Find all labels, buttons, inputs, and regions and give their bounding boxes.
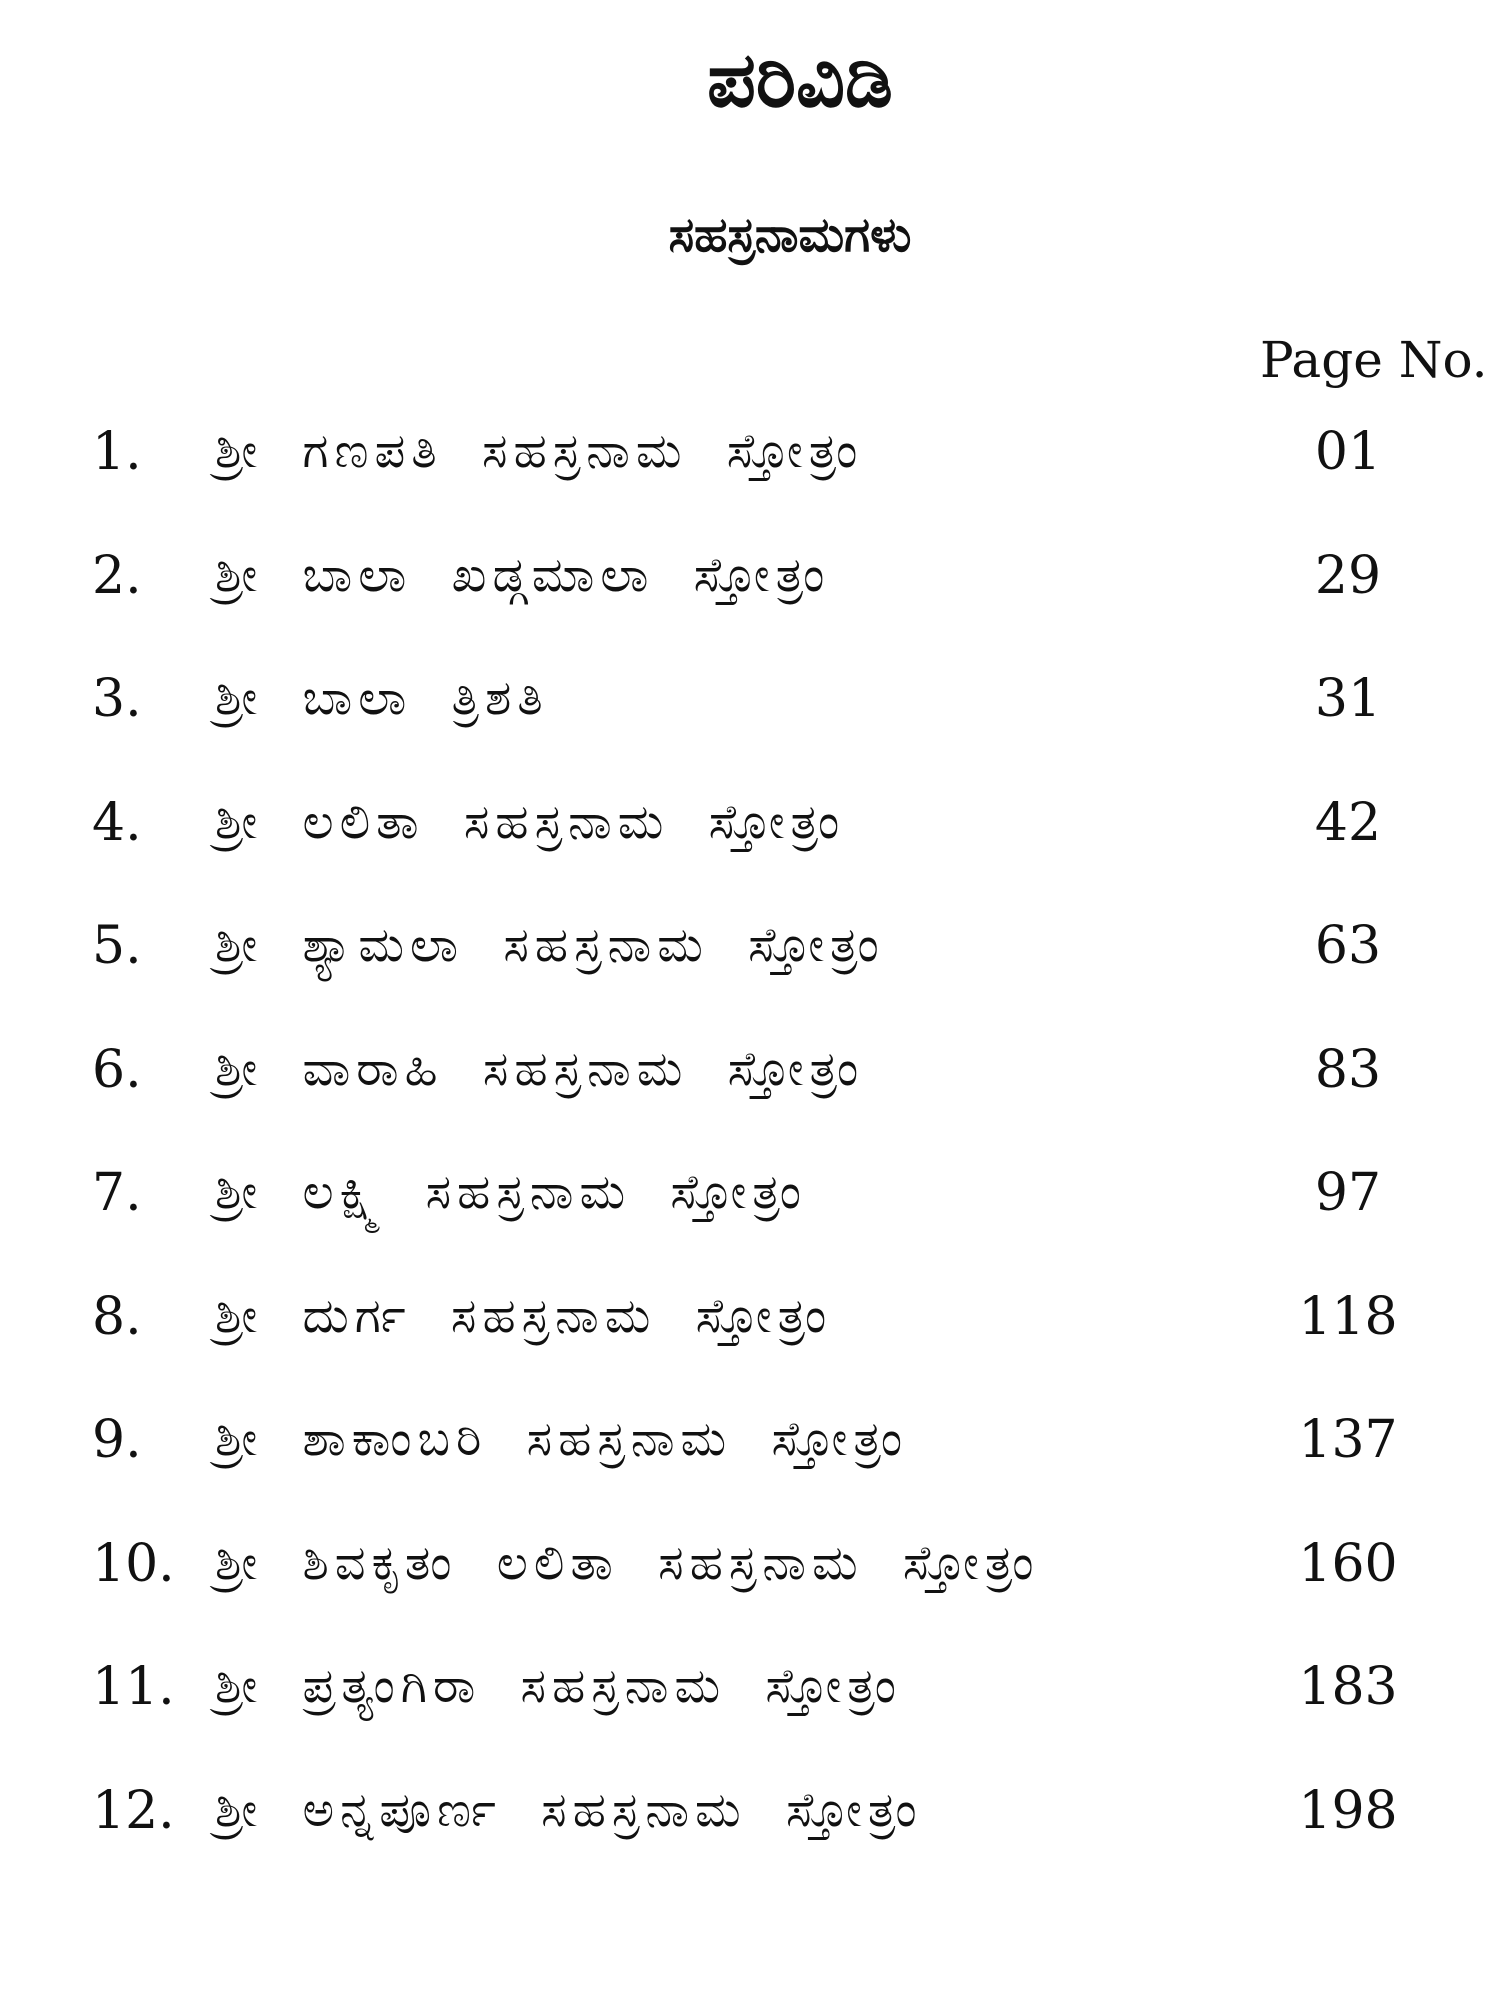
toc-row	[0, 405, 1500, 529]
toc-item-number: 11.	[92, 1657, 175, 1717]
toc-item-title: ಶ್ರೀ ಬಾಲಾ ತ್ರಿಶತಿ	[215, 670, 549, 726]
toc-item-title: ಶ್ರೀ ದುರ್ಗ ಸಹಸ್ರನಾಮ ಸ್ತೋತ್ರಂ	[215, 1287, 833, 1344]
toc-item-title: ಶ್ರೀ ಅನ್ನಪೂರ್ಣ ಸಹಸ್ರನಾಮ ಸ್ತೋತ್ರಂ	[215, 1781, 923, 1838]
toc-row	[0, 1023, 1500, 1147]
toc-row	[0, 529, 1500, 653]
toc-item-page: 31	[1314, 669, 1382, 729]
toc-item-page: 63	[1314, 916, 1382, 976]
toc-item-page: 198	[1298, 1780, 1398, 1841]
toc-item-number: 7.	[92, 1163, 142, 1223]
toc-row	[0, 1146, 1500, 1270]
toc-item-number: 5.	[92, 916, 142, 976]
toc-item-number: 4.	[92, 792, 142, 853]
toc-item-page: 160	[1298, 1533, 1398, 1594]
toc-item-title: ಶ್ರೀ ಲಕ್ಷ್ಮಿ ಸಹಸ್ರನಾಮ ಸ್ತೋತ್ರಂ	[215, 1164, 808, 1220]
toc-row	[0, 1640, 1500, 1764]
toc-item-title: ಶ್ರೀ ಪ್ರತ್ಯಂಗಿರಾ ಸಹಸ್ರನಾಮ ಸ್ತೋತ್ರಂ	[215, 1658, 903, 1714]
toc-item-page: 137	[1298, 1410, 1398, 1470]
toc-item-number: 1.	[92, 422, 142, 482]
table-of-contents	[0, 405, 1500, 1887]
toc-item-page: 118	[1298, 1286, 1398, 1347]
toc-item-number: 8.	[92, 1286, 142, 1347]
toc-row	[0, 776, 1500, 900]
toc-row	[0, 1517, 1500, 1641]
toc-item-number: 2.	[92, 545, 142, 606]
toc-item-page: 29	[1314, 545, 1382, 606]
page-title: ಪರಿವಿಡಿ	[707, 35, 893, 124]
toc-item-page: 42	[1314, 792, 1382, 853]
toc-item-page: 83	[1314, 1039, 1382, 1100]
toc-item-page: 01	[1314, 422, 1382, 482]
toc-item-page: 183	[1298, 1657, 1398, 1717]
toc-row	[0, 1764, 1500, 1888]
toc-item-title: ಶ್ರೀ ಲಲಿತಾ ಸಹಸ್ರನಾಮ ಸ್ತೋತ್ರಂ	[215, 793, 846, 850]
toc-item-number: 6.	[92, 1039, 142, 1100]
toc-item-number: 12.	[92, 1780, 175, 1841]
section-subtitle: ಸಹಸ್ರನಾಮಗಳು	[668, 207, 912, 263]
toc-item-number: 10.	[92, 1533, 175, 1594]
toc-item-title: ಶ್ರೀ ಶ್ಯಾಮಲಾ ಸಹಸ್ರನಾಮ ಸ್ತೋತ್ರಂ	[215, 917, 885, 973]
toc-row	[0, 652, 1500, 776]
page-number-column-header: Page No.	[1260, 331, 1488, 389]
toc-item-title: ಶ್ರೀ ಗಣಪತಿ ಸಹಸ್ರನಾಮ ಸ್ತೋತ್ರಂ	[215, 423, 864, 479]
toc-item-page: 97	[1314, 1163, 1382, 1223]
toc-item-title: ಶ್ರೀ ಶಾಕಾಂಬರಿ ಸಹಸ್ರನಾಮ ಸ್ತೋತ್ರಂ	[215, 1411, 909, 1467]
toc-item-title: ಶ್ರೀ ಬಾಲಾ ಖಡ್ಗಮಾಲಾ ಸ್ತೋತ್ರಂ	[215, 546, 831, 603]
toc-row	[0, 899, 1500, 1023]
toc-row	[0, 1393, 1500, 1517]
toc-row	[0, 1270, 1500, 1394]
toc-item-number: 9.	[92, 1410, 142, 1470]
toc-item-number: 3.	[92, 669, 142, 729]
toc-item-title: ಶ್ರೀ ಶಿವಕೃತಂ ಲಲಿತಾ ಸಹಸ್ರನಾಮ ಸ್ತೋತ್ರಂ	[215, 1534, 1040, 1591]
toc-item-title: ಶ್ರೀ ವಾರಾಹಿ ಸಹಸ್ರನಾಮ ಸ್ತೋತ್ರಂ	[215, 1040, 865, 1097]
